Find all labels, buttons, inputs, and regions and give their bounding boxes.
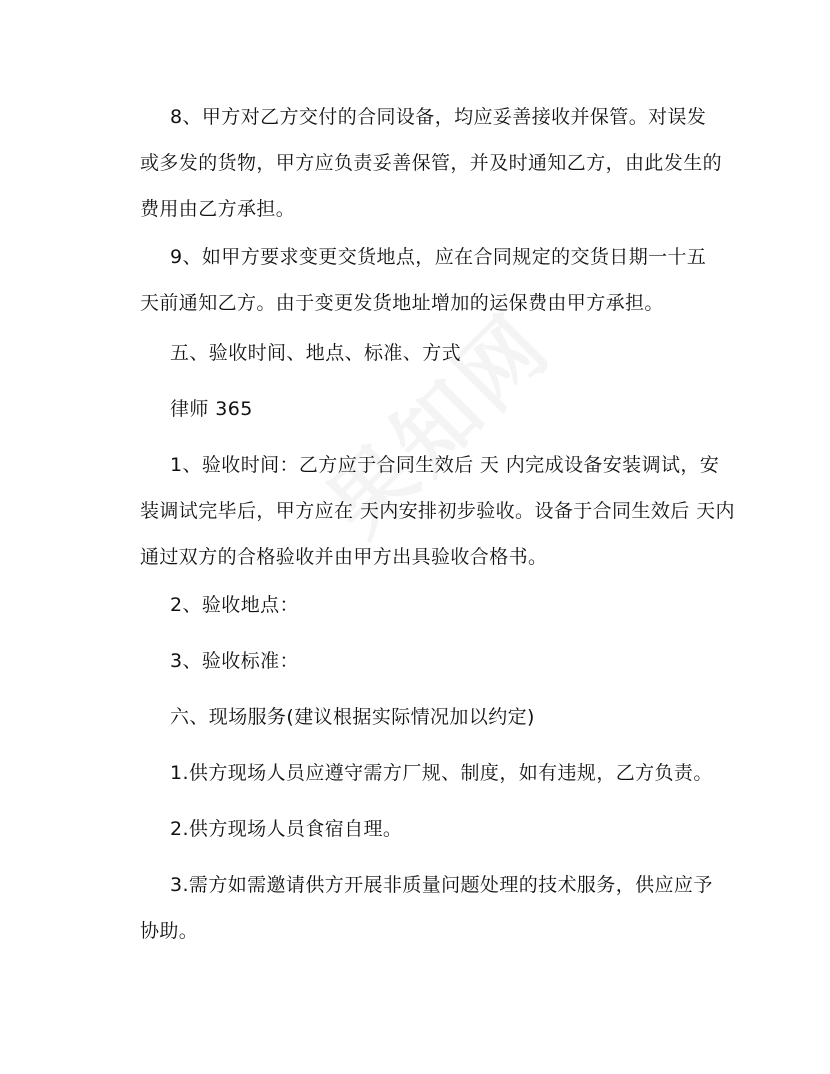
text-line: 2、验收地点： bbox=[170, 594, 299, 616]
text-line: 9、如甲方要求变更交货地点，应在合同规定的交货日期一十五 bbox=[170, 246, 707, 268]
text-line: 3、验收标准： bbox=[170, 650, 299, 672]
clause-service-1 bbox=[140, 750, 713, 796]
text-line: 3.需方如需邀请供方开展非质量问题处理的技术服务，供应应予 bbox=[170, 874, 713, 896]
paragraph-item-8 bbox=[140, 94, 723, 232]
paragraph-item-9 bbox=[140, 234, 710, 326]
text-line: 天前通知乙方。由于变更发货地址增加的运保费由甲方承担。 bbox=[140, 292, 664, 314]
section-heading-text: 六、现场服务(建议根据实际情况加以约定) bbox=[170, 706, 535, 728]
text-line: 通过双方的合格验收并由甲方出具验收合格书。 bbox=[140, 546, 548, 568]
clause-acceptance-standard bbox=[140, 638, 710, 684]
text-line: 2.供方现场人员食宿自理。 bbox=[170, 818, 403, 840]
text-line: 费用由乙方承担。 bbox=[140, 198, 296, 220]
text-line: 或多发的货物，甲方应负责妥善保管，并及时通知乙方，由此发生的 bbox=[140, 152, 723, 174]
section-heading-text: 五、验收时间、地点、标准、方式 bbox=[170, 342, 462, 364]
clause-service-3 bbox=[140, 862, 713, 954]
text-line: 1.供方现场人员应遵守需方厂规、制度，如有违规，乙方负责。 bbox=[170, 762, 713, 784]
text-line: 协助。 bbox=[140, 920, 199, 942]
text-line: 1、验收时间：乙方应于合同生效后 天 内完成设备安装调试，安 bbox=[170, 454, 720, 476]
source-note-text: 律师 365 bbox=[170, 398, 253, 420]
section-heading-onsite-service bbox=[140, 694, 710, 740]
clause-acceptance-place bbox=[140, 582, 710, 628]
text-line: 装调试完毕后，甲方应在 天内安排初步验收。设备于合同生效后 天内 bbox=[140, 500, 735, 522]
text-line: 8、甲方对乙方交付的合同设备，均应妥善接收并保管。对误发 bbox=[170, 106, 707, 128]
source-note bbox=[140, 386, 710, 432]
clause-acceptance-time bbox=[140, 442, 735, 580]
section-heading-acceptance bbox=[140, 330, 710, 376]
clause-service-2 bbox=[140, 806, 710, 852]
